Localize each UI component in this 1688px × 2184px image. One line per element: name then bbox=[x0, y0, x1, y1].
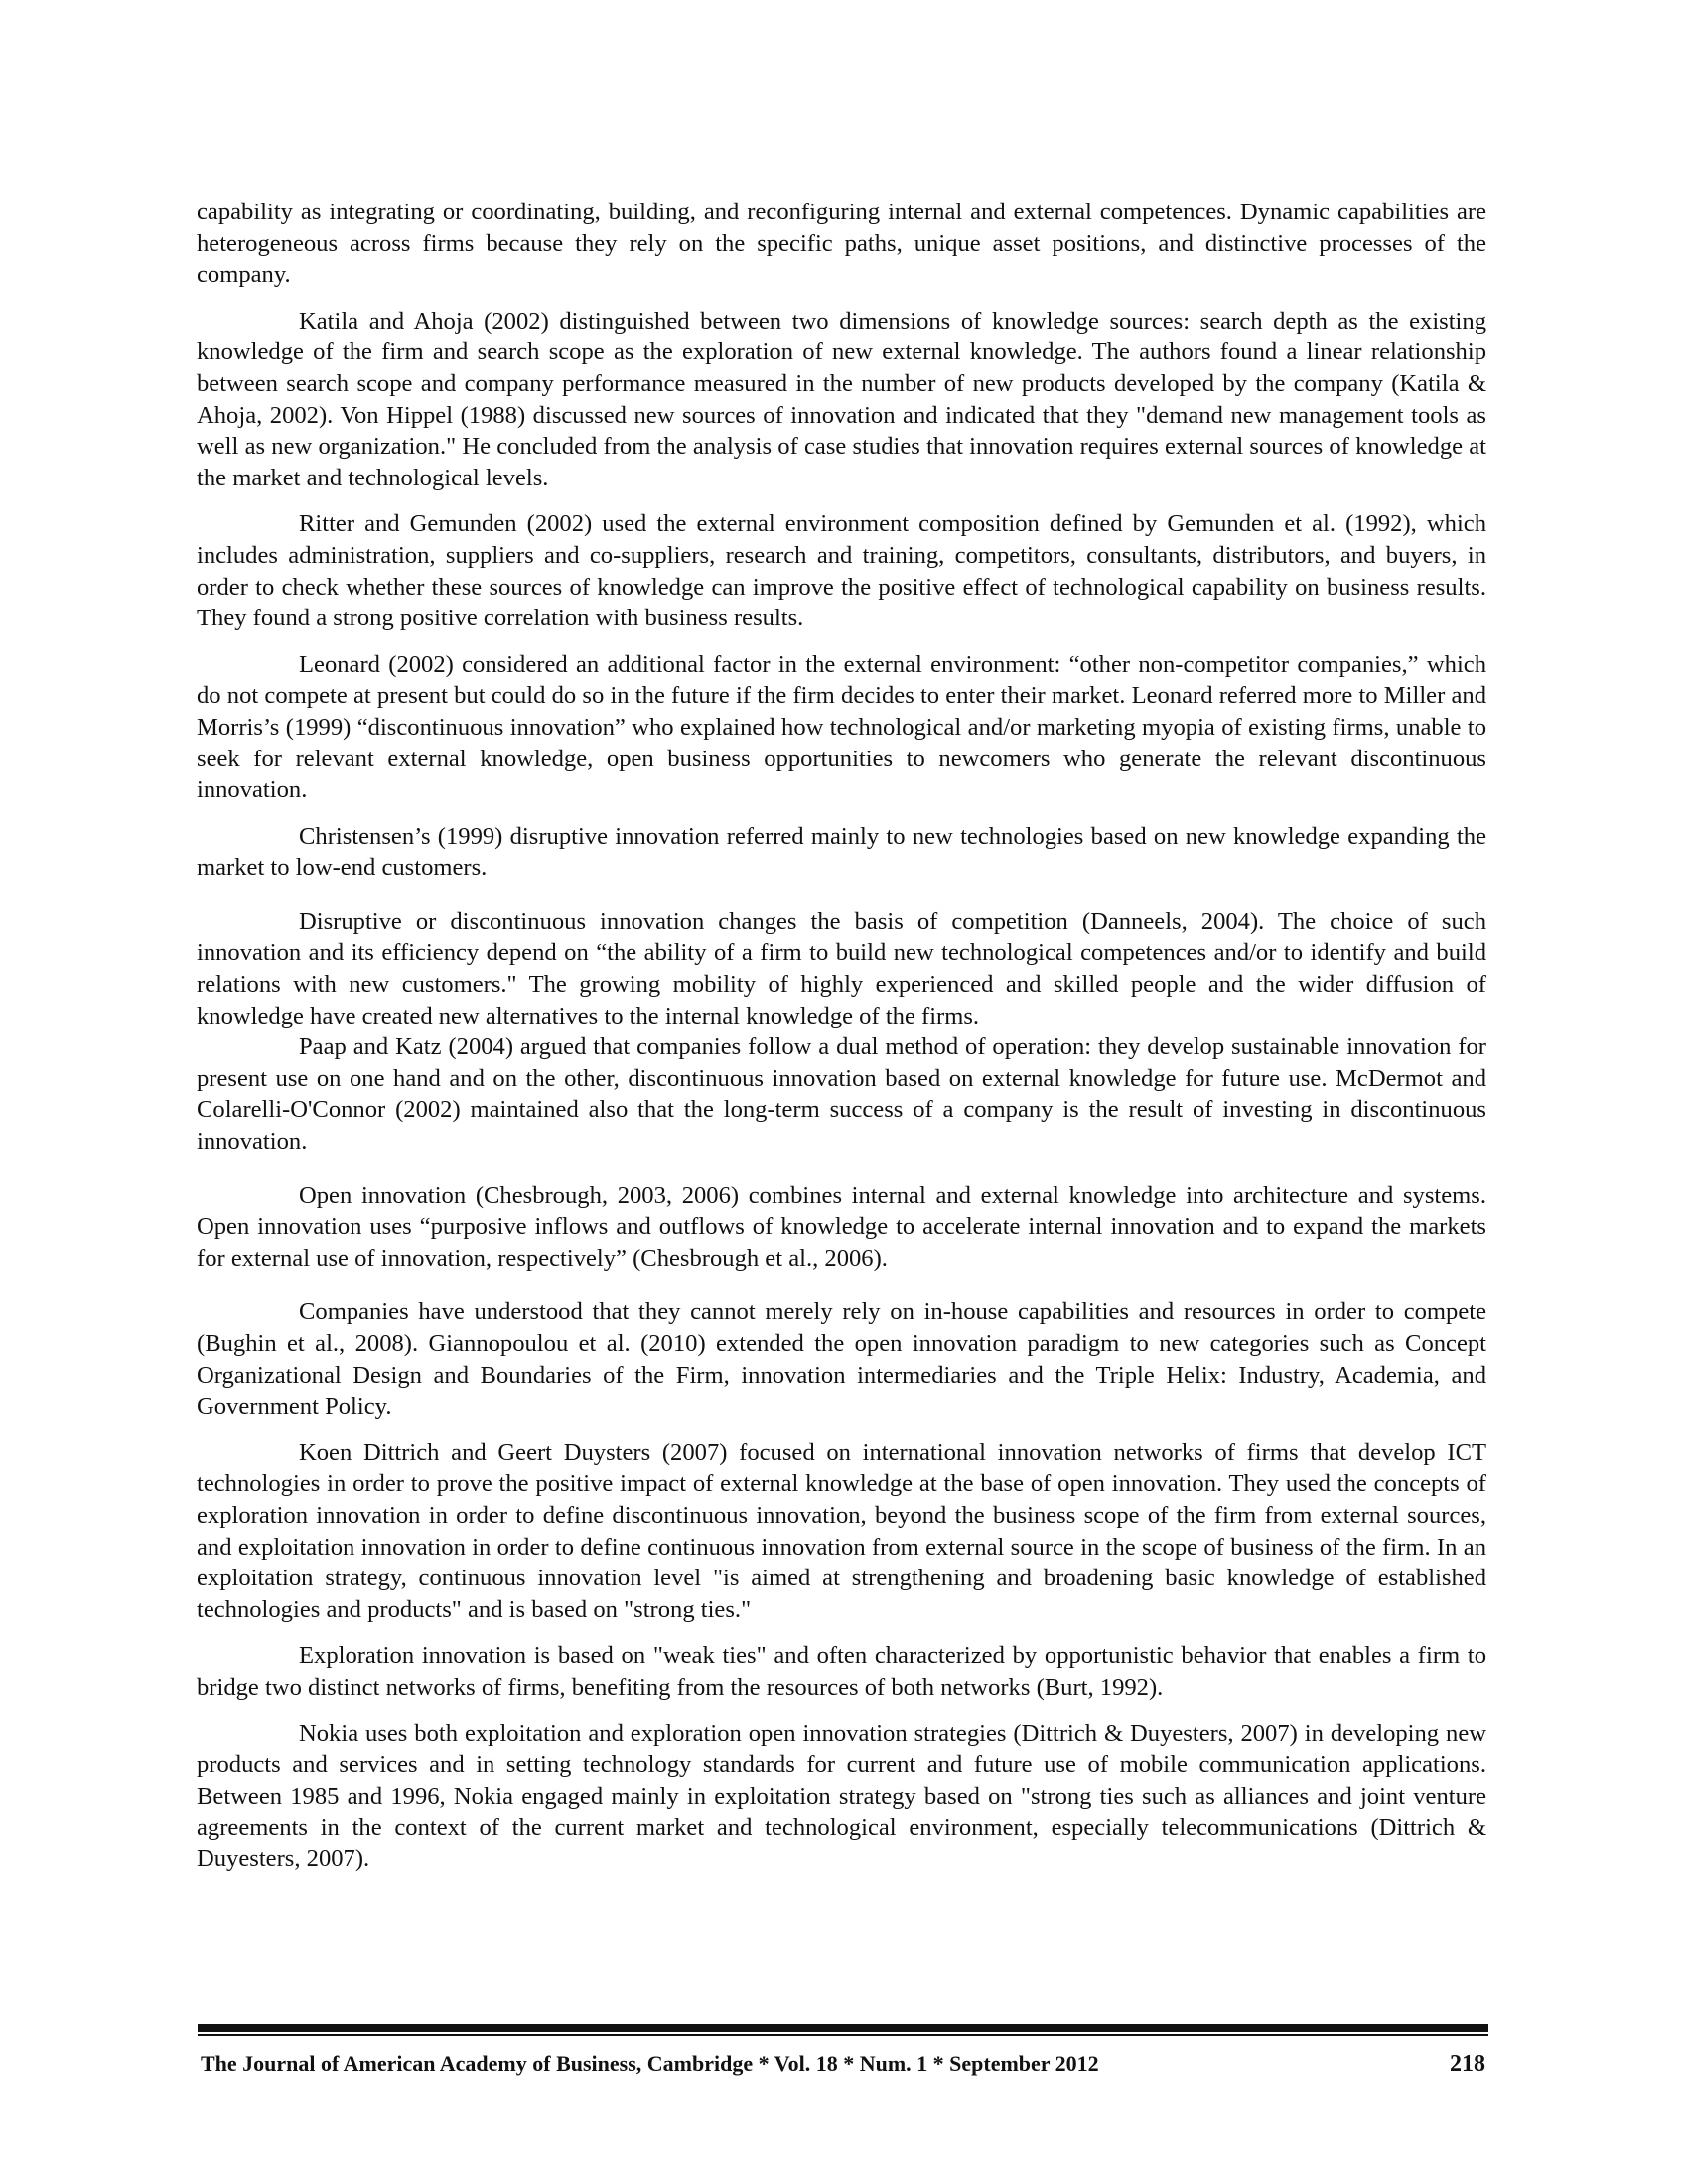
paragraph-2: Katila and Ahoja (2002) distinguished between two dimensions of knowledge sources: search depth as the existing knowledge of the firm and search scope as the exploration of new external knowledge. The authors found a linear relationship between search scope and company performance measured in the number of new products developed by the company (Katila & Ahoja, 2002). Von Hippel (1988) discussed new sources of innovation and indicated that they "demand new management tools as well as new organization." He concluded from the analysis of case studies that innovation requires external sources of knowledge at the market and technological levels. bbox=[197, 307, 1486, 491]
journal-citation: The Journal of American Academy of Business, Cambridge * Vol. 18 * Num. 1 * September 2012 bbox=[201, 2051, 1099, 2076]
paragraph-9: Companies have understood that they cannot merely rely on in-house capabilities and resources in order to compete (Bughin et al., 2008). Giannopoulou et al. (2010) extended the open innovation paradigm to new categories such as Concept Organizational Design and Boundaries of the Firm, innovation intermediaries and the Triple Helix: Industry, Academia, and Government Policy. bbox=[197, 1298, 1486, 1421]
paragraph-12: Nokia uses both exploitation and exploration open innovation strategies (Dittrich & Duyesters, 2007) in developing new products and services and in setting technology standards for current and future use of mobile communication applications. Between 1985 and 1996, Nokia engaged mainly in exploitation strategy based on "strong ties such as alliances and joint venture agreements in the context of the current market and technological environment, especially telecommunications (Dittrich & Duyesters, 2007). bbox=[197, 1719, 1486, 1872]
page-body bbox=[197, 197, 1486, 1875]
paragraph-3: Ritter and Gemunden (2002) used the external environment composition defined by Gemunden et al. (1992), which includes administration, suppliers and co-suppliers, research and training, competitors, consultants, distributors, and buyers, in order to check whether these sources of knowledge can improve the positive effect of technological capability on business results. They found a strong positive correlation with business results. bbox=[197, 510, 1486, 632]
paragraph-7: Paap and Katz (2004) argued that companies follow a dual method of operation: they develop sustainable innovation for present use on one hand and on the other, discontinuous innovation based on external knowledge for future use. McDermot and Colarelli-O'Connor (2002) maintained also that the long-term success of a company is the result of investing in discontinuous innovation. bbox=[197, 1033, 1486, 1156]
page-footer bbox=[201, 2051, 1487, 2078]
paragraph-8: Open innovation (Chesbrough, 2003, 2006) combines internal and external knowledge into architecture and systems. Open innovation uses “purposive inflows and outflows of knowledge to accelerate internal innovation and to expand the markets for external use of innovation, respectively” (Chesbrough et al., 2006). bbox=[197, 1181, 1486, 1272]
paragraph-4: Leonard (2002) considered an additional factor in the external environment: “other non-competitor companies,” which do not compete at present but could do so in the future if the firm decides to enter their market. Leonard referred more to Miller and Morris’s (1999) “discontinuous innovation” who explained how technological and/or marketing myopia of existing firms, unable to seek for relevant external knowledge, open business opportunities to newcomers who generate the relevant discontinuous innovation. bbox=[197, 650, 1486, 804]
paragraph-10: Koen Dittrich and Geert Duysters (2007) focused on international innovation networks of firms that develop ICT technologies in order to prove the positive impact of external knowledge at the base of open innovation. They used the concepts of exploration innovation in order to define discontinuous innovation, beyond the business scope of the firm from external sources, and exploitation innovation in order to define continuous innovation from external source in the scope of business of the firm. In an exploitation strategy, continuous innovation level "is aimed at strengthening and broadening basic knowledge of established technologies and products" and is based on "strong ties." bbox=[197, 1438, 1486, 1623]
paragraph-1: capability as integrating or coordinating, building, and reconfiguring internal and external competences. Dynamic capabilities are heterogeneous across firms because they rely on the specific paths, unique asset positions, and distinctive processes of the company. bbox=[197, 199, 1486, 289]
paragraph-11: Exploration innovation is based on "weak ties" and often characterized by opportunistic behavior that enables a firm to bridge two distinct networks of firms, benefiting from the resources of both networks (Burt, 1992). bbox=[197, 1642, 1486, 1701]
paragraph-5: Christensen’s (1999) disruptive innovation referred mainly to new technologies based on new knowledge expanding the market to low-end customers. bbox=[197, 822, 1486, 882]
page-number: 218 bbox=[1450, 2051, 1485, 2077]
paragraph-6: Disruptive or discontinuous innovation changes the basis of competition (Danneels, 2004). The choice of such innovation and its efficiency depend on “the ability of a firm to build new technological competences and/or to identify and build relations with new customers." The growing mobility of highly experienced and skilled people and the wider diffusion of knowledge have created new alternatives to the internal knowledge of the firms. bbox=[197, 907, 1486, 1029]
footer-rule bbox=[198, 2024, 1488, 2036]
